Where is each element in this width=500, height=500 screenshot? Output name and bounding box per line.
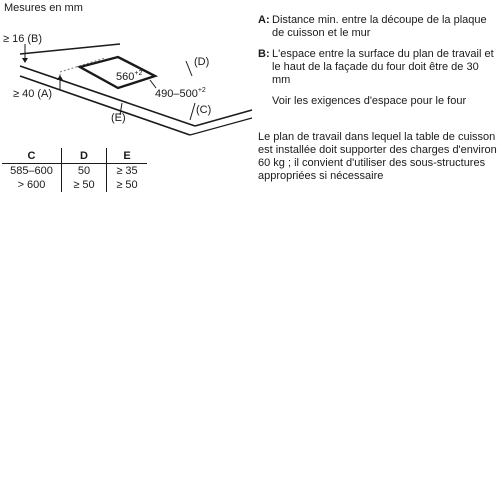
table-row (2, 164, 147, 179)
table-header-c: C (2, 148, 62, 164)
load-bearing-note: Le plan de travail dans lequel la table de cuisson est installée doit supporter des charges d'environ 60 kg ; il convient d'utiliser des sous-structures appropriées si nécessaire (258, 131, 497, 182)
table-cell: ≥ 35 (107, 164, 148, 179)
table-header-e: E (107, 148, 148, 164)
note-b-key: B: (258, 48, 270, 60)
cutout-depth-dimension: $490-500^{+2}$ (155, 87, 206, 100)
table-cell: ≥ 50 (107, 178, 148, 192)
label-a: ≥ 40 (A) (13, 88, 53, 100)
table-header-d: D (62, 148, 107, 164)
units-label: Mesures en mm (4, 2, 83, 14)
label-b: ≥ 16 (B) (3, 33, 43, 45)
notes-panel (258, 14, 498, 183)
table-cell: ≥ 50 (62, 178, 107, 192)
note-b (258, 48, 498, 87)
label-d: (D) (194, 56, 210, 68)
cutout-width-dimension: $560^{+2}$ (116, 70, 143, 83)
table-cell: 585–600 (10, 165, 53, 177)
clearance-table (2, 148, 147, 192)
worktop-cutout-diagram (0, 14, 256, 142)
note-a (258, 14, 498, 40)
note-a-text: Distance min. entre la découpe de la plaque de cuisson et le mur (272, 14, 487, 39)
table-cell: > 600 (17, 179, 46, 191)
table-cell: 50 (62, 164, 107, 179)
note-a-key: A: (258, 14, 270, 26)
label-c: (C) (196, 104, 212, 116)
oven-requirements-note: Voir les exigences d'espace pour le four (272, 95, 467, 107)
table-row (2, 178, 147, 192)
label-e: (E) (111, 112, 126, 124)
note-b-text: L'espace entre la surface du plan de travail et le haut de la façade du four doit être de 30 mm (272, 48, 494, 86)
